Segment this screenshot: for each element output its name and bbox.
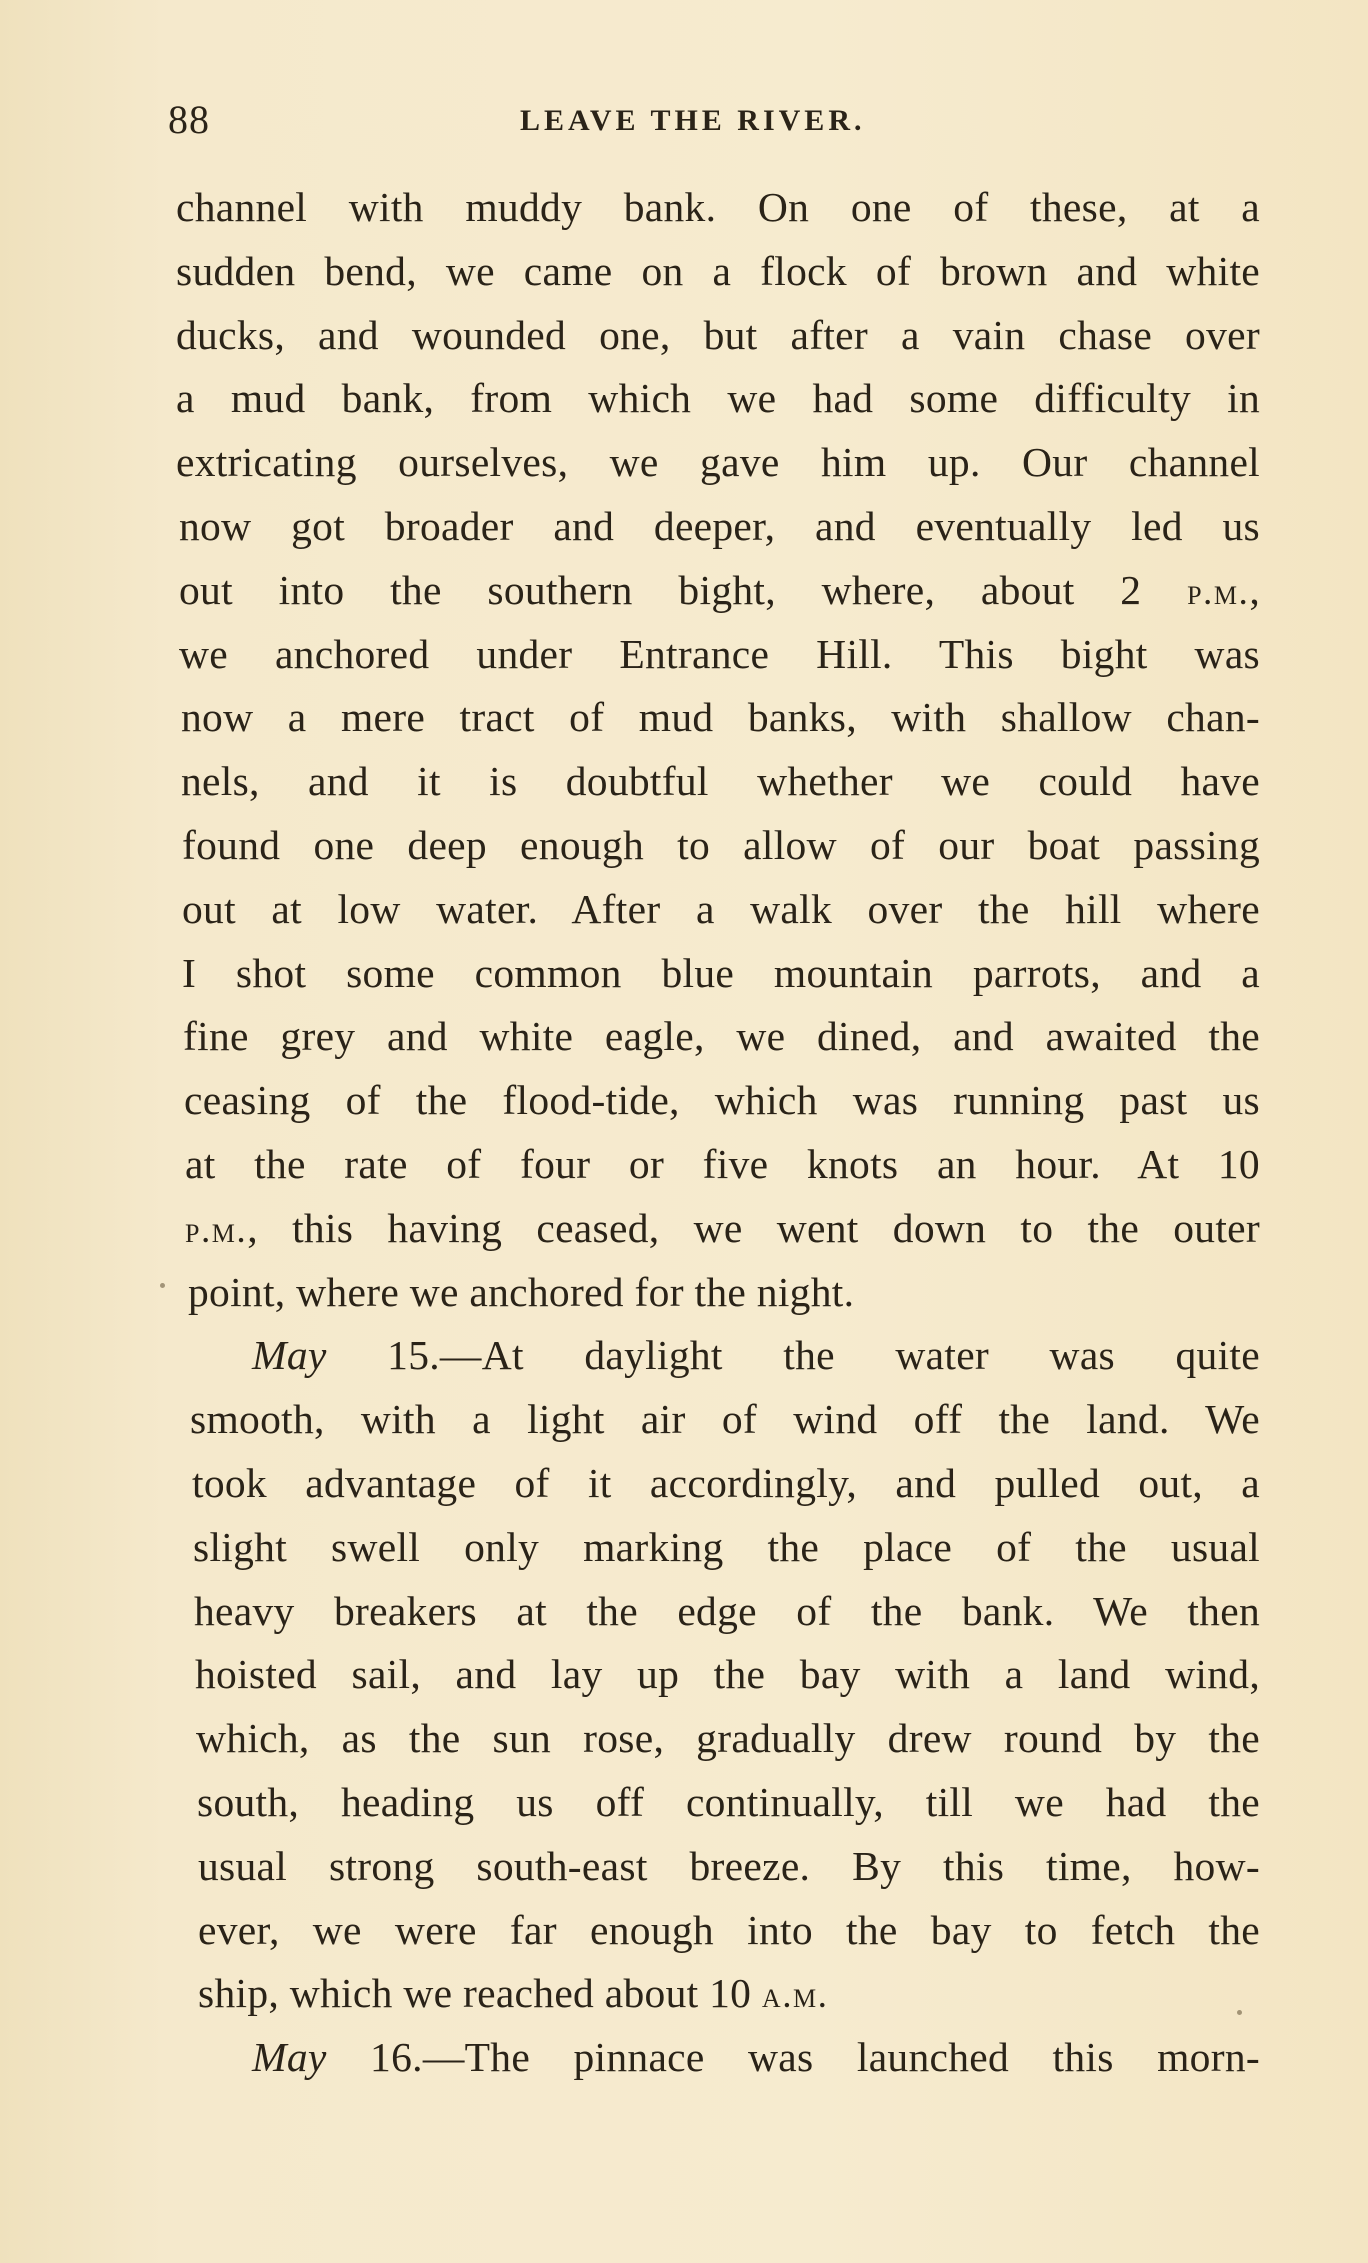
text-line bbox=[176, 1261, 1260, 1325]
text-line bbox=[176, 240, 1260, 304]
text-line bbox=[176, 559, 1260, 623]
line-text: , this having ceased, we went down to the outer bbox=[247, 1204, 1260, 1251]
text-line bbox=[176, 1005, 1260, 1069]
running-head: LEAVE THE RIVER. bbox=[520, 104, 866, 137]
line-text: extricating ourselves, we gave him up. Our channel bbox=[176, 439, 1260, 486]
line-text: point, where we anchored for the night. bbox=[188, 1268, 855, 1315]
line-text: 16.—The pinnace was launched this morn- bbox=[326, 2034, 1260, 2081]
paper-speck bbox=[160, 1283, 165, 1288]
line-text: , bbox=[1249, 566, 1260, 613]
text-line bbox=[176, 1643, 1260, 1707]
line-text: at the rate of four or five knots an hour. At 10 bbox=[185, 1140, 1260, 1187]
line-text: which, as the sun rose, gradually drew round by the bbox=[196, 1715, 1260, 1762]
line-text: out into the southern bight, where, about 2 bbox=[179, 566, 1188, 613]
time-abbrev: a.m. bbox=[761, 1975, 829, 2017]
italic-date: May bbox=[252, 2034, 327, 2081]
time-abbrev: p.m. bbox=[185, 1209, 248, 1251]
text-line bbox=[176, 814, 1260, 878]
line-text: sudden bend, we came on a flock of brown and white bbox=[176, 247, 1260, 294]
paper-speck bbox=[1237, 2010, 1242, 2015]
text-line bbox=[176, 1580, 1260, 1644]
line-text: slight swell only marking the place of the usual bbox=[193, 1523, 1260, 1570]
line-text: we anchored under Entrance Hill. This bight was bbox=[179, 630, 1260, 677]
line-text: took advantage of it accordingly, and pulled out, a bbox=[192, 1459, 1260, 1506]
line-text: channel with muddy bank. On one of these, at a bbox=[176, 184, 1260, 230]
line-text: now got broader and deeper, and eventually led us bbox=[179, 502, 1260, 549]
text-line bbox=[176, 1324, 1260, 1388]
text-line bbox=[176, 1771, 1260, 1835]
page-header bbox=[168, 96, 1248, 156]
text-line bbox=[176, 750, 1260, 814]
line-text: I shot some common blue mountain parrots, and a bbox=[182, 949, 1260, 996]
text-line bbox=[176, 1388, 1260, 1452]
line-text: ducks, and wounded one, but after a vain chase over bbox=[176, 311, 1260, 358]
text-line bbox=[176, 1516, 1260, 1580]
text-line bbox=[176, 431, 1260, 495]
text-line bbox=[176, 1962, 1260, 2026]
line-text: now a mere tract of mud banks, with shallow chan- bbox=[181, 694, 1260, 741]
text-line bbox=[176, 367, 1260, 431]
line-text: smooth, with a light air of wind off the land. We bbox=[190, 1396, 1260, 1443]
line-text: nels, and it is doubtful whether we could have bbox=[181, 758, 1260, 805]
text-line bbox=[176, 304, 1260, 368]
line-text: fine grey and white eagle, we dined, and awaited the bbox=[183, 1013, 1260, 1060]
line-text: 15.—At daylight the water was quite bbox=[326, 1332, 1260, 1379]
text-line bbox=[176, 1069, 1260, 1133]
text-line bbox=[176, 878, 1260, 942]
text-line bbox=[176, 176, 1260, 240]
time-abbrev: p.m. bbox=[1187, 571, 1250, 613]
line-text: ever, we were far enough into the bay to fetch the bbox=[198, 1906, 1260, 1953]
text-line bbox=[176, 1899, 1260, 1963]
line-text: ship, which we reached about 10 bbox=[198, 1970, 762, 2017]
line-text: ceasing of the flood-tide, which was running past us bbox=[184, 1077, 1260, 1124]
line-text: heavy breakers at the edge of the bank. We then bbox=[194, 1587, 1260, 1634]
text-line bbox=[176, 623, 1260, 687]
text-line bbox=[176, 1133, 1260, 1197]
text-line bbox=[176, 495, 1260, 559]
line-text: a mud bank, from which we had some difficulty in bbox=[176, 375, 1260, 422]
body-text bbox=[176, 176, 1260, 2090]
line-text: usual strong south-east breeze. By this time, how- bbox=[198, 1842, 1260, 1889]
text-line bbox=[176, 1452, 1260, 1516]
line-text: found one deep enough to allow of our boat passing bbox=[182, 821, 1260, 868]
text-line bbox=[176, 1197, 1260, 1261]
line-text: hoisted sail, and lay up the bay with a land wind, bbox=[195, 1651, 1260, 1698]
page-number: 88 bbox=[168, 97, 210, 142]
text-line bbox=[176, 1707, 1260, 1771]
line-text: out at low water. After a walk over the hill where bbox=[182, 885, 1260, 932]
text-line bbox=[176, 686, 1260, 750]
line-text: south, heading us off continually, till we had the bbox=[197, 1778, 1260, 1825]
italic-date: May bbox=[252, 1332, 327, 1379]
text-line bbox=[176, 942, 1260, 1006]
text-line bbox=[176, 1835, 1260, 1899]
text-line bbox=[176, 2026, 1260, 2090]
